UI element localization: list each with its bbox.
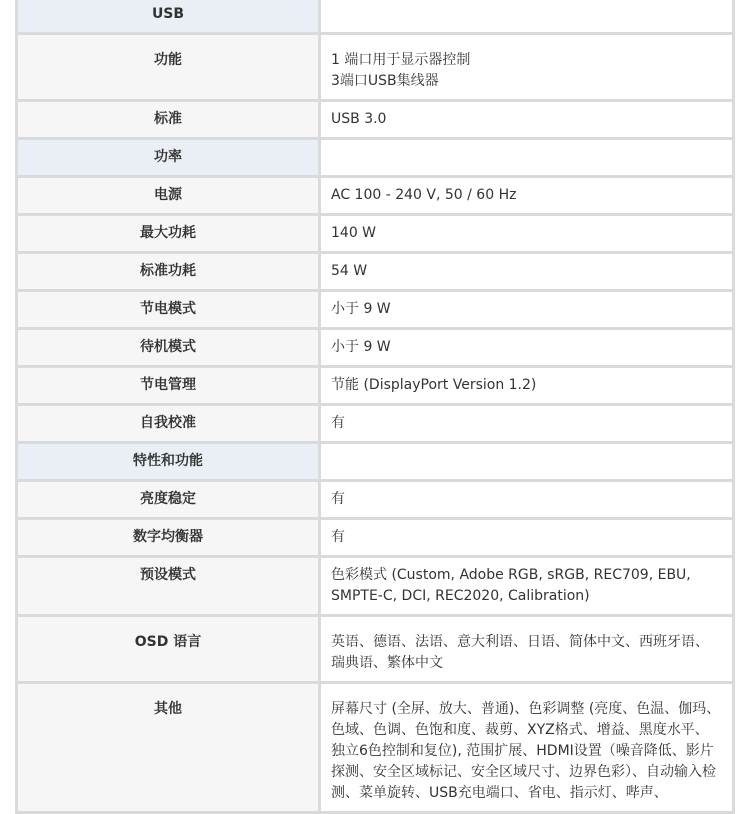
row-label: 最大功耗 [18, 216, 321, 254]
table-row [18, 102, 732, 140]
spec-table [15, 0, 735, 814]
row-label: 其他 [18, 684, 321, 814]
row-value: USB 3.0 [321, 102, 732, 140]
row-label: 标准 [18, 102, 321, 140]
row-label: 电源 [18, 178, 321, 216]
table-row [18, 368, 732, 406]
row-value-empty [321, 0, 732, 35]
table-row [18, 684, 732, 814]
row-label: 标准功耗 [18, 254, 321, 292]
row-label: 数字均衡器 [18, 520, 321, 558]
row-value: 有 [321, 520, 732, 558]
row-value: 节能 (DisplayPort Version 1.2) [321, 368, 732, 406]
table-row-section-usb [18, 0, 732, 35]
table-row [18, 558, 732, 617]
spec-table-container [15, 0, 735, 814]
row-label: 自我校准 [18, 406, 321, 444]
table-row [18, 330, 732, 368]
row-label: 特性和功能 [18, 444, 321, 482]
table-row [18, 617, 732, 684]
table-row [18, 254, 732, 292]
table-row [18, 292, 732, 330]
row-value: 色彩模式 (Custom, Adobe RGB, sRGB, REC709, EBU, SMPTE-C, DCI, REC2020, Calibration) [321, 558, 732, 617]
table-row [18, 520, 732, 558]
row-value: 140 W [321, 216, 732, 254]
row-label: OSD 语言 [18, 617, 321, 684]
table-row [18, 178, 732, 216]
table-row-section-power [18, 140, 732, 178]
row-value: AC 100 - 240 V, 50 / 60 Hz [321, 178, 732, 216]
value-line: 1 端口用于显示器控制 [331, 52, 471, 68]
row-value: 英语、德语、法语、意大利语、日语、简体中文、西班牙语、瑞典语、繁体中文 [321, 617, 732, 684]
row-value: 小于 9 W [321, 330, 732, 368]
row-value [321, 35, 732, 102]
row-label: 待机模式 [18, 330, 321, 368]
row-label: 节电管理 [18, 368, 321, 406]
table-row-section-features [18, 444, 732, 482]
row-label: 功能 [18, 35, 321, 102]
row-value: 有 [321, 406, 732, 444]
row-value: 有 [321, 482, 732, 520]
row-value-empty [321, 140, 732, 178]
row-value: 屏幕尺寸 (全屏、放大、普通)、色彩调整 (亮度、色温、伽玛、色域、色调、色饱和度、裁剪、XYZ格式、增益、黑度水平、独立6色控制和复位), 范围扩展、HDMI设置（噪音降低、影片探测、安全区域标记、安全区域尺寸、边界色彩）、自动输入检测、菜单旋转、USB充电端口、省电、指示灯、哔声、 [321, 684, 732, 814]
row-label: 功率 [18, 140, 321, 178]
value-line: 3端口USB集线器 [331, 73, 439, 89]
row-value: 54 W [321, 254, 732, 292]
table-row [18, 482, 732, 520]
table-row [18, 216, 732, 254]
row-value: 小于 9 W [321, 292, 732, 330]
row-label: USB [18, 0, 321, 35]
row-label: 亮度稳定 [18, 482, 321, 520]
row-label: 节电模式 [18, 292, 321, 330]
table-row [18, 35, 732, 102]
row-value-empty [321, 444, 732, 482]
table-row [18, 406, 732, 444]
row-label: 预设模式 [18, 558, 321, 617]
